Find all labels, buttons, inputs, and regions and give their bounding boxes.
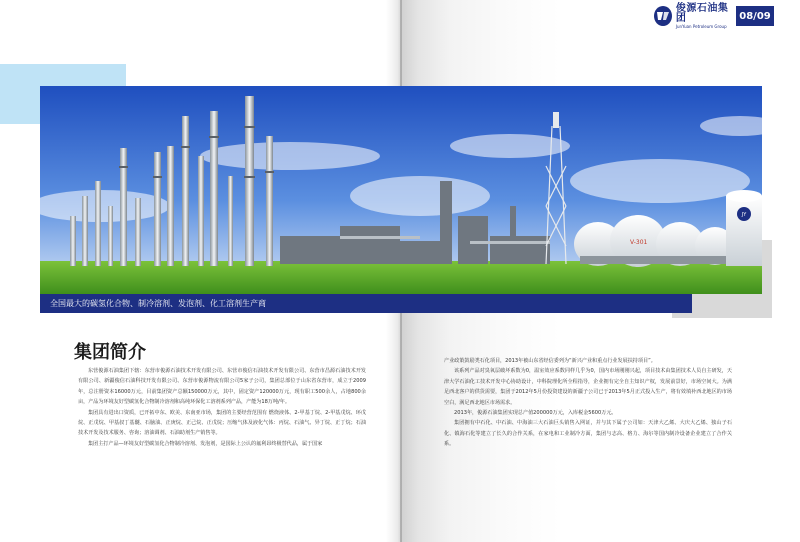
refinery-photo bbox=[40, 86, 762, 294]
page-number: 08/09 bbox=[736, 6, 774, 26]
logo-chinese-name: 俊源石油集团 bbox=[675, 2, 729, 24]
paragraph: 集团主打产品—环境友好型碳氢化合物制冷溶剂、发泡剂，是国际上公认的氟利昂终极替代品，属于国家 bbox=[88, 440, 323, 447]
section-title: 集团简介 bbox=[74, 342, 146, 363]
paragraph: 产业政策鼓励类石化项目，2013年被山东省经信委列为“新兴产业和重点行业发展扶持项目”。 bbox=[444, 358, 656, 364]
logo-mark-icon bbox=[654, 6, 672, 26]
tank-label: V-301 bbox=[630, 239, 648, 246]
intro-left-column bbox=[78, 366, 366, 449]
paragraph: 2013年，俊源石油集团实现总产值200000万元，入库税金5600万元。 bbox=[454, 410, 617, 417]
logo-english-name: JunYuan Petroleum Group bbox=[675, 23, 727, 29]
paragraph: 该系列产品对臭氧层破坏系数为0，温室效应系数同样几乎为0，国内市场刚刚兴起，项目技术由集团技术人员自主研发，天津大学石油化工技术开发中心协助设计，中科院理化所全程指导，企业拥有完全自主知识产权，发展前景好，市场空间大。为满足西北客户的供货需要，集团于2012年5月份投资建设的新疆子公司已于2013年5月正式投入生产，将有效填补西北地区的市场空白，满足西北地区市场需求。 bbox=[444, 368, 732, 406]
paragraph: 集团具有进出口资质，已开拓中东、欧美、东南亚市场，集团的主要经营范围有 燃烧液体、2-甲基丁烷、2-甲基戊烷、环戊烷、正戊烷、甲基叔丁基醚、石脑油、正庚烷、正己烷、正戊烷；压缩气体及液化气体：丙烷、石油气、异丁烷、正丁烷；石油技术开发及技术服务、咨询；溶油调剂、石油助剂生产销售等。 bbox=[78, 409, 366, 437]
photo-caption: 全国最大的碳氢化合物、制冷溶剂、发泡剂、化工溶剂生产商 bbox=[40, 294, 692, 313]
intro-right-column bbox=[444, 356, 732, 450]
paragraph: 集团拥有中石化、中石油、中海油三大石油巨头销售入网证，并与其下属子公司如：天津大乙烯、大庆大乙烯、独山子石化、镇海石化等建立了长久的合作关系，在家电和工业制冷方面，集团与志高、格力、海尔等国内制冷设备企业建立了合作关系。 bbox=[444, 420, 732, 448]
tank-logo: JY bbox=[741, 212, 747, 218]
paragraph: 东营俊源石油集团下辖：东营市俊源石油技术开发有限公司、东营市俊信石油技术开发有限公司、东营市昌源石油技术开发有限公司、新疆俊信石油科技开发有限公司、东营市俊源物流有限公司5家子公司，集团总部位于山东省东营市，成立于2009年，总注册资本16000万元，目前集团资产总额150000万元，其中，固定资产120000万元，现有职工500余人，占地800余亩，产品为环境友好型碳氢化合物制冷溶剂和高纯环保化工溶剂系列产品，产能为18万吨/年。 bbox=[78, 368, 366, 406]
company-logo bbox=[654, 2, 732, 29]
